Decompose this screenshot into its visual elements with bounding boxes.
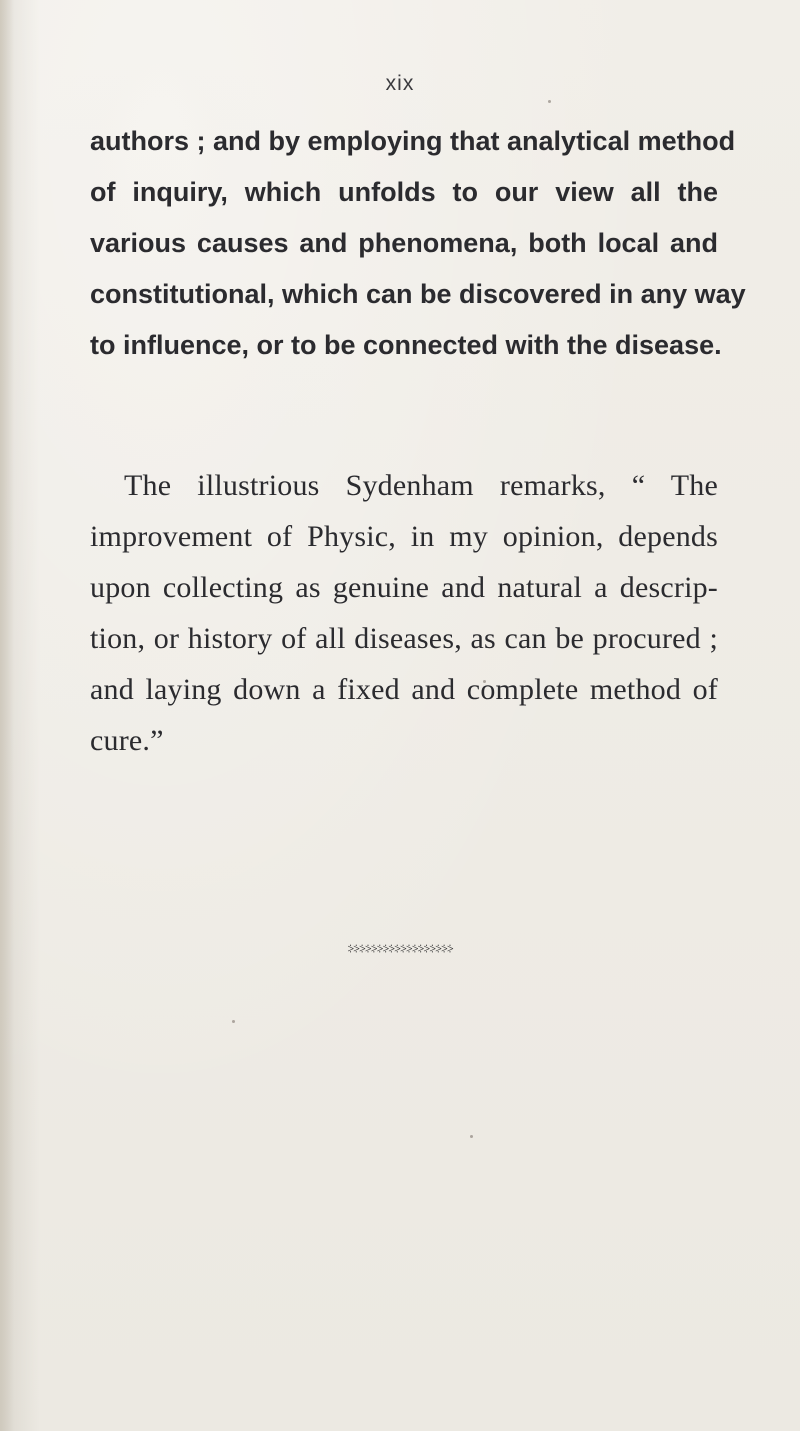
text-line: of inquiry, which unfolds to our view all the bbox=[90, 177, 718, 207]
page-number: xix bbox=[385, 72, 415, 95]
text-line: various causes and phenomena, both local and bbox=[90, 228, 718, 258]
paper-speck bbox=[232, 1020, 235, 1023]
text-line: improvement of Physic, in my opinion, depends bbox=[90, 520, 718, 553]
paragraph-1 bbox=[90, 116, 746, 371]
page-gutter-shadow bbox=[0, 0, 14, 1431]
ornamental-divider: ⸖⸖⸖⸖⸖⸖⸖⸖⸖⸖⸖⸖⸖⸖⸖⸖⸖⸖ bbox=[347, 942, 453, 956]
paper-speck bbox=[483, 680, 486, 683]
text-line: tion, or history of all diseases, as can be procured ; bbox=[90, 622, 718, 655]
text-line: to influence, or to be connected with the disease. bbox=[90, 330, 722, 360]
text-line: authors ; and by employing that analytical method bbox=[90, 126, 736, 156]
text-line: The illustrious Sydenham remarks, “ The bbox=[124, 469, 718, 502]
paper-speck bbox=[548, 100, 551, 103]
paper-speck bbox=[470, 1135, 473, 1138]
text-line: cure.” bbox=[90, 724, 164, 757]
paragraph-2 bbox=[90, 460, 718, 766]
text-line: upon collecting as genuine and natural a descrip- bbox=[90, 571, 718, 604]
text-line: and laying down a fixed and complete method of bbox=[90, 673, 718, 706]
text-line: constitutional, which can be discovered in any way bbox=[90, 279, 746, 309]
